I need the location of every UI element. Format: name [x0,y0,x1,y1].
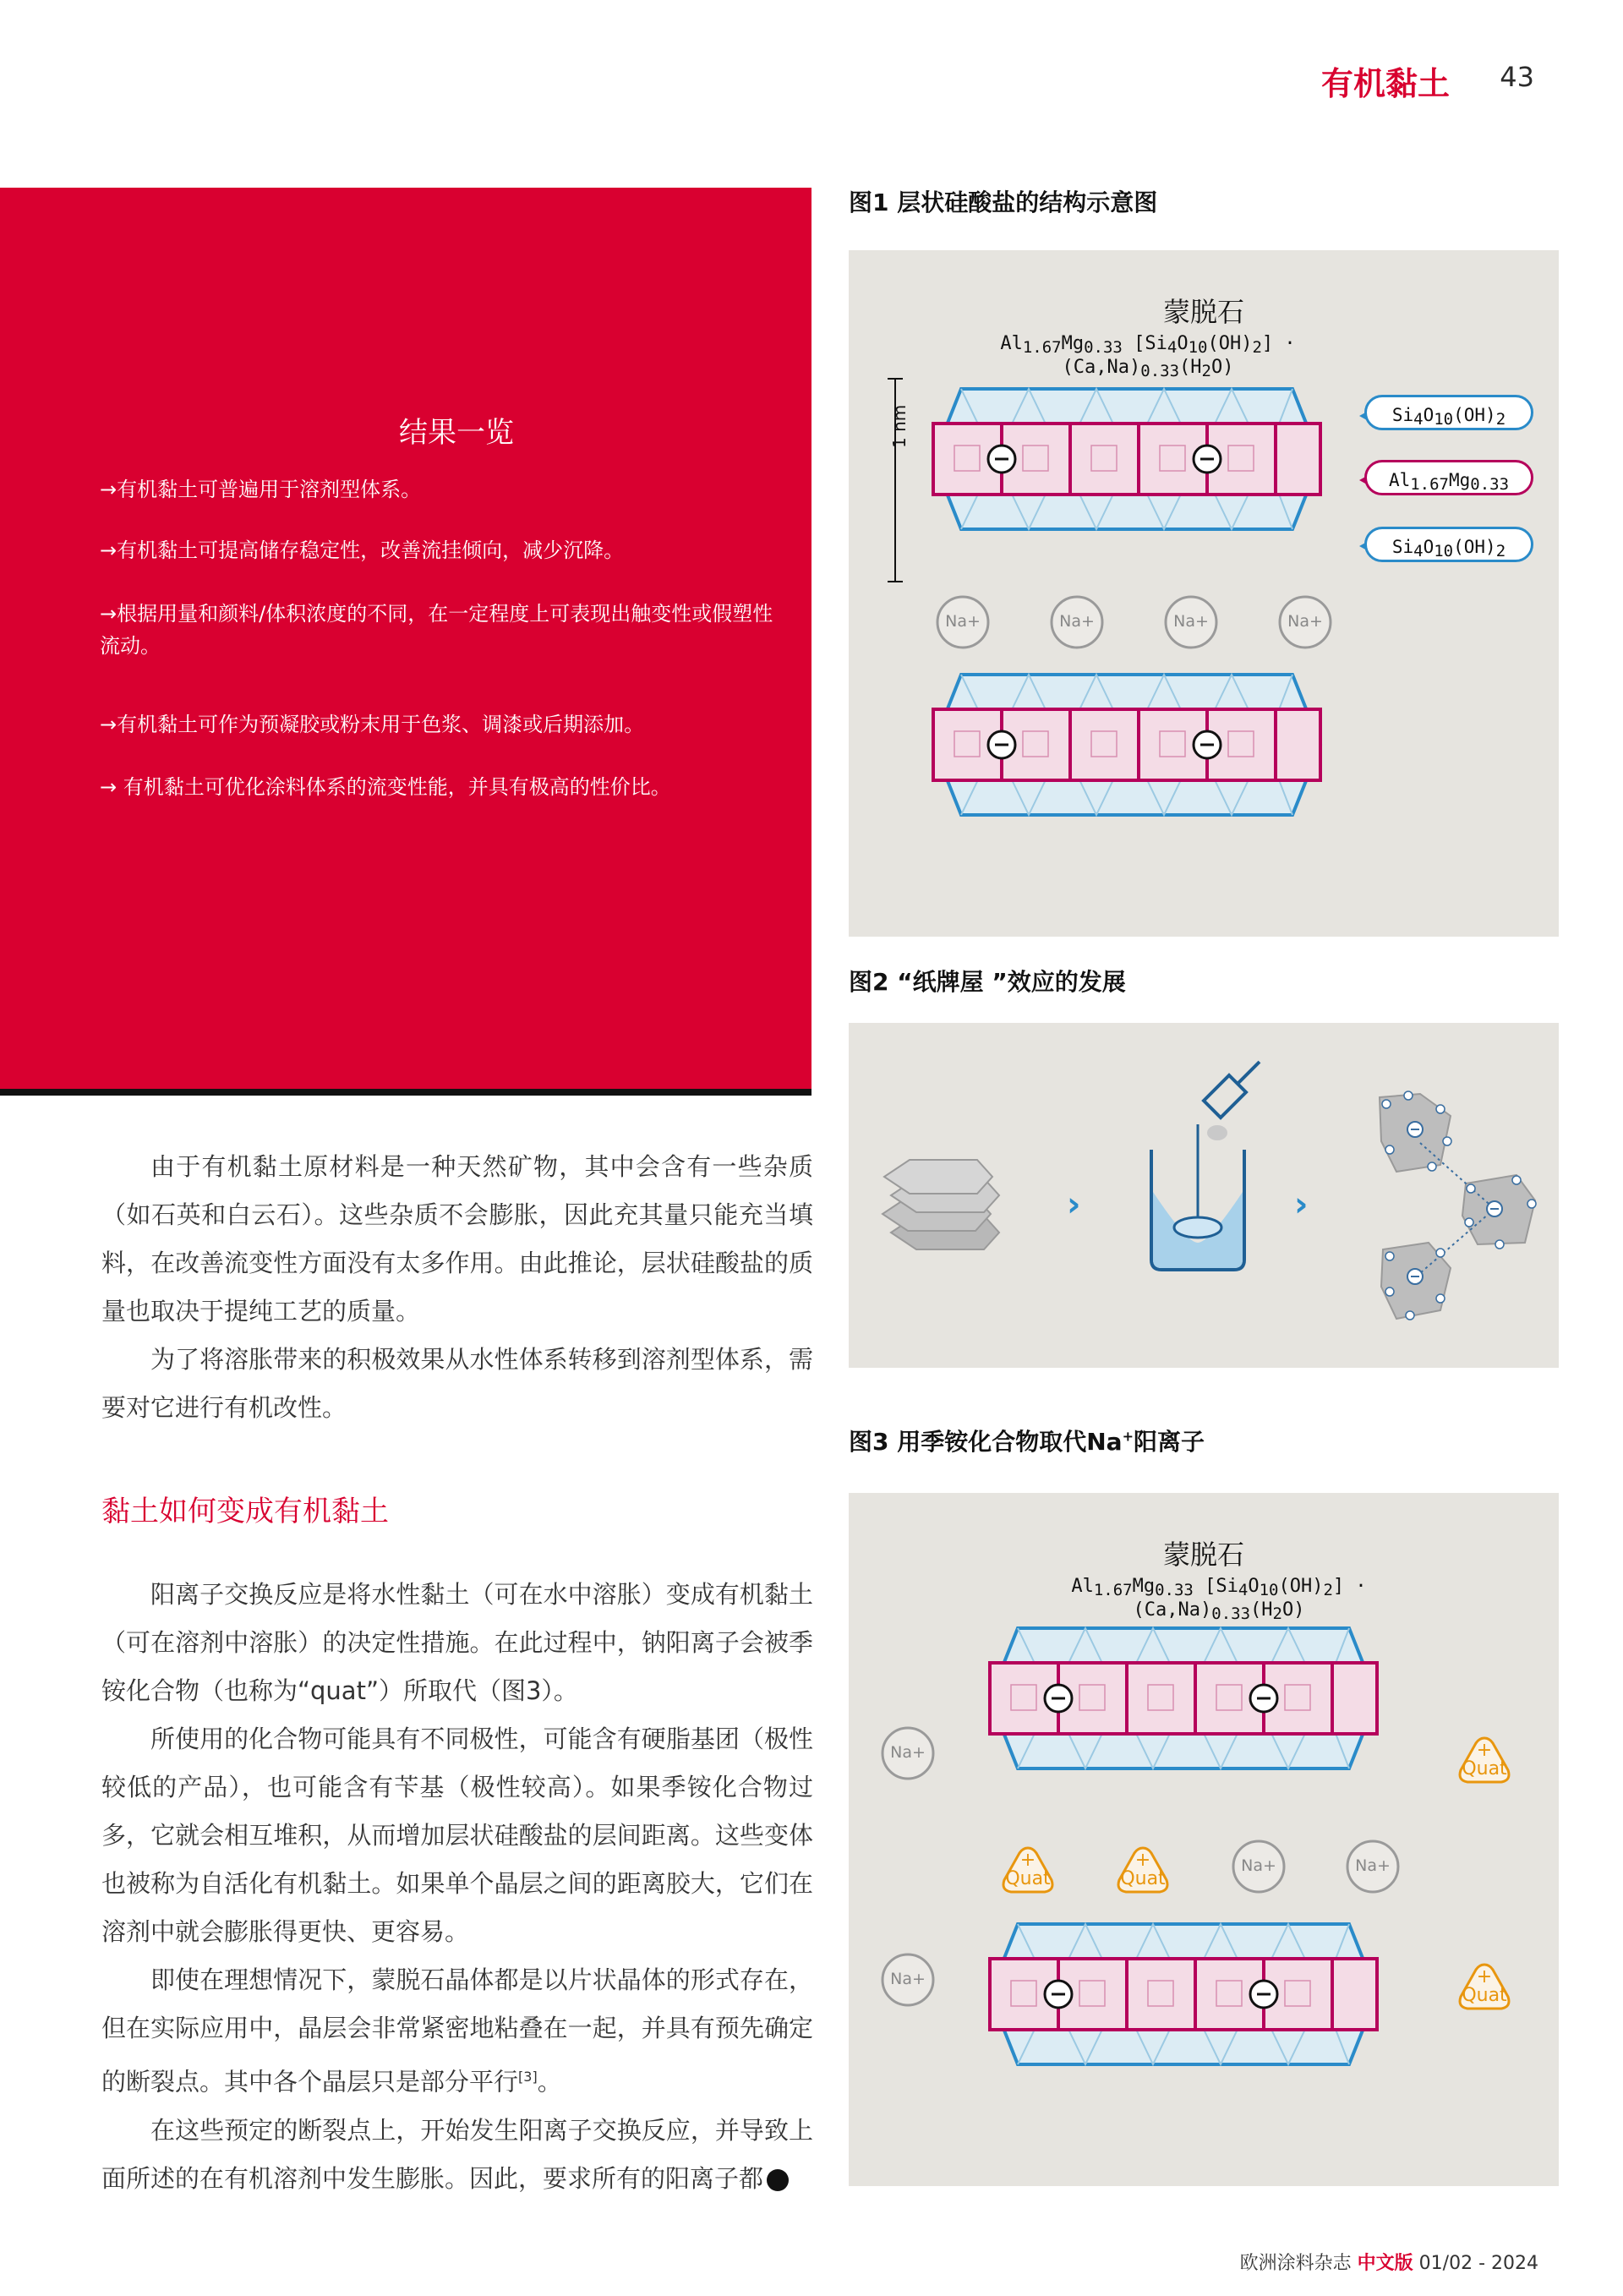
fig3-diagram [849,1493,1559,2186]
fig2-diagram [849,1023,1559,1368]
paragraph: 在这些预定的断裂点上，开始发生阳离子交换反应，并导致上面所述的在有机溶剂中发生膨胀。因此，要求所有的阳离子都 › [101,2115,822,2193]
cation-label: Na+ [945,612,981,631]
page-number: 43 [1500,61,1534,93]
cation-label: Na+ [1287,612,1323,631]
section-title: 有机黏土 [1320,65,1450,102]
summary-item: →根据用量和颜料/体积浓度的不同，在一定程度上可表现出触变性或假塑性流动。 [100,602,773,658]
cation-label: Na+ [1355,1856,1391,1875]
issue-label: 01/02 - 2024 [1418,2253,1538,2274]
quat-label: + Quat [1120,1850,1166,1889]
edition-label: 中文版 [1357,2253,1413,2274]
svg-text:›: › [1067,1185,1081,1224]
fig1-diagram [849,250,1559,937]
summary-item: → 有机黏土可优化涂料体系的流变性能，并具有极高的性价比。 [100,775,671,799]
cation-label: Na+ [1059,612,1095,631]
beaker-icon [1151,1124,1244,1270]
continue-arrow-icon: › [767,2169,789,2191]
summary-box [0,188,812,1096]
quat-label: + Quat [1005,1850,1051,1889]
magazine-name: 欧洲涂料杂志 [1239,2253,1352,2274]
cation-label: Na+ [1241,1856,1276,1875]
svg-text:›: › [1294,1185,1309,1224]
summary-item: →有机黏土可提高储存稳定性，改善流挂倾向，减少沉降。 [100,538,625,562]
body-text-1 [101,1143,813,1432]
fig1-title: 蒙脱石 [1162,296,1244,328]
body-text-2 [101,1571,822,2203]
fig3-caption: 图3 用季铵化合物取代Na+阳离子 [849,1428,1205,1456]
summary-item: →有机黏土可作为预凝胶或粉末用于色浆、调漆或后期添加。 [100,713,645,736]
silicate-tag: Si4O10(OH)2 [1364,527,1533,562]
summary-item: →有机黏土可普遍用于溶剂型体系。 [100,478,422,501]
section-heading: 黏土如何变成有机黏土 [101,1495,389,1528]
scoop-icon [1204,1062,1260,1140]
quat-label: + Quat [1462,1966,1507,2006]
fig3-title: 蒙脱石 [1162,1539,1244,1571]
cation-label: Na+ [890,1970,926,1988]
alumina-tag: Al1.67Mg0.33 [1364,460,1533,495]
paragraph: 由于有机黏土原材料是一种天然矿物，其中会含有一些杂质（如石英和白云石）。这些杂质不会膨胀，因此充其量只能充当填料，在改善流变性方面没有太多作用。由此推论，层状硅酸盐的质量也取决于提纯工艺的质量。 [101,1152,813,1326]
reference: [3] [518,2069,538,2085]
fig3-formula: Al1.67Mg0.33 [Si4O10(OH)2] · (Ca,Na)0.33(H2O) [1071,1576,1367,1623]
fig1-formula: Al1.67Mg0.33 [Si4O10(OH)2] · (Ca,Na)0.33(H2O) [1000,333,1296,380]
paragraph: 即使在理想情况下，蒙脱石晶体都是以片状晶体的形式存在，但在实际应用中，晶层会非常紧密地粘叠在一起，并具有预先确定的断裂点。其中各个晶层只是部分平行[3]。 [101,1965,813,2096]
quat-label: + Quat [1462,1740,1507,1779]
platelet-stack-icon [883,1160,999,1249]
cation-label: Na+ [1173,612,1209,631]
fig2-caption: 图2 “纸牌屋 ”效应的发展 [849,968,1126,996]
house-of-cards-icon [1380,1091,1536,1320]
silicate-tag: Si4O10(OH)2 [1364,395,1533,430]
paragraph: 阳离子交换反应是将水性黏土（可在水中溶胀）变成有机黏土（可在溶剂中溶胀）的决定性措施。在此过程中，钠阳离子会被季铵化合物（也称为“quat”）所取代（图3）。 [101,1580,813,1705]
footer [1240,2249,1538,2275]
paragraph: 所使用的化合物可能具有不同极性，可能含有硬脂基团（极性较低的产品），也可能含有苄基（极性较高）。如果季铵化合物过多，它就会相互堆积，从而增加层状硅酸盐的层间距离。这些变体也被称为自活化有机黏土。如果单个晶层之间的距离胶大，它们在溶剂中就会膨胀得更快、更容易。 [101,1725,813,1946]
cation-label: Na+ [890,1743,926,1762]
scale-label: 1 nm [889,404,910,448]
paragraph: 为了将溶胀带来的积极效果从水性体系转移到溶剂型体系，需要对它进行有机改性。 [101,1345,813,1422]
summary-title: 结果一览 [399,416,514,450]
fig1-caption: 图1 层状硅酸盐的结构示意图 [849,189,1158,216]
